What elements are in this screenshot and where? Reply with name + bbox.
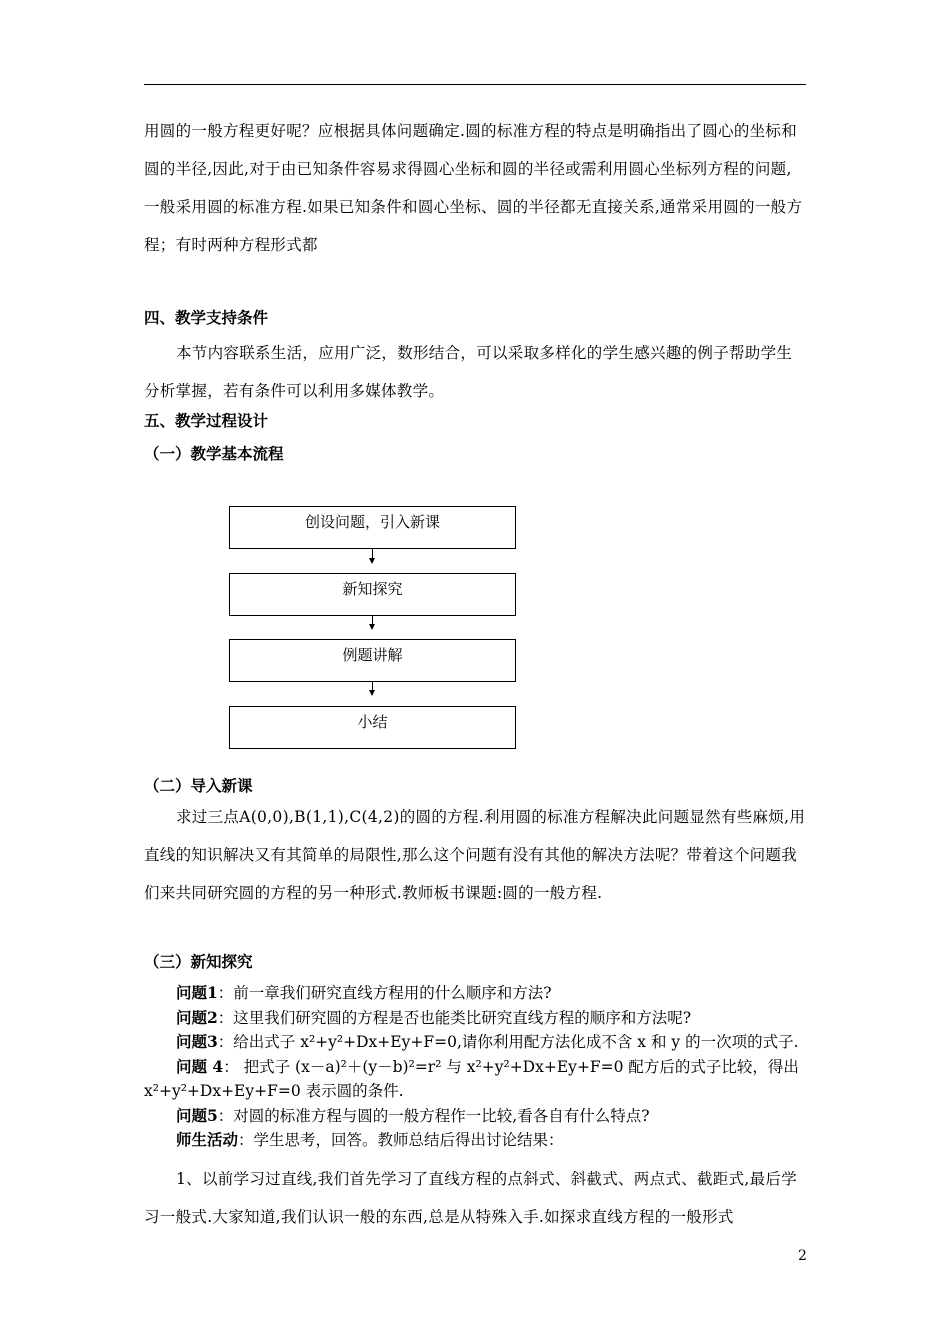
arrow-down-icon <box>369 558 375 564</box>
question-2 <box>144 1006 806 1031</box>
question-4-label: 问题 4 <box>176 1056 224 1076</box>
section5-title: 五、教学过程设计 <box>144 411 269 430</box>
activity-label: 师生活动 <box>176 1130 239 1149</box>
intro-paragraph: 求过三点A(0,0),B(1,1),C(4,2)的圆的方程.利用圆的标准方程解决此问题显然有些麻烦,用直线的知识解决又有其简单的局限性,那么这个问题有没有其他的解决方法呢？带着这个问题我们来共同研究圆的方程的另一种形式.教师板书课题:圆的一般方程. <box>144 808 806 902</box>
question-1 <box>144 981 806 1006</box>
question-5-text: ：对圆的标准方程与圆的一般方程作一比较,看各自有什么特点? <box>217 1106 650 1125</box>
page-number: 2 <box>798 1248 807 1264</box>
question-2-label: 问题2 <box>176 1007 218 1027</box>
header-rule <box>144 84 806 85</box>
question-4 <box>144 1055 806 1104</box>
question-3 <box>144 1030 806 1055</box>
questions-block <box>144 981 806 1153</box>
question-4-text: ： 把式子 (x－a)²＋(y－b)²=r² 与 x²+y²+Dx+Ey+F=0 配方后的式子比较，得出 x²+y²+Dx+Ey+F=0 表示圆的条件. <box>144 1057 799 1100</box>
arrow-down-icon <box>369 690 375 696</box>
arrow-down-icon <box>369 624 375 630</box>
question-3-text: ：给出式子 x²+y²+Dx+Ey+F=0,请你利用配方法化成不含 x 和 y 的一次项的式子. <box>217 1033 799 1051</box>
activity-text: ：学生思考，回答。教师总结后得出讨论结果： <box>238 1131 564 1149</box>
flow-step-3: 例题讲解 <box>229 639 516 682</box>
section5-sub1: （一）教学基本流程 <box>144 444 284 463</box>
teacher-student-activity <box>144 1128 806 1153</box>
section5-sub3: （三）新知探究 <box>144 952 253 971</box>
paragraph-top: 用圆的一般方程更好呢？应根据具体问题确定.圆的标准方程的特点是明确指出了圆心的坐标和圆的半径,因此,对于由已知条件容易求得圆心坐标和圆的半径或需利用圆心坐标列方程的问题,一般采用圆的标准方程.如果已知条件和圆心坐标、圆的半径都无直接关系,通常采用圆的一般方程；有时两种方程形式都 <box>144 122 803 254</box>
flow-step-1: 创设问题，引入新课 <box>229 506 516 549</box>
question-5 <box>144 1104 806 1129</box>
flow-step-4: 小结 <box>229 706 516 749</box>
section4-body: 本节内容联系生活，应用广泛，数形结合，可以采取多样化的学生感兴趣的例子帮助学生分析掌握，若有条件可以利用多媒体教学。 <box>144 344 793 400</box>
question-5-label: 问题5 <box>176 1105 218 1125</box>
section5-sub2: （二）导入新课 <box>144 776 253 795</box>
section4-title: 四、教学支持条件 <box>144 308 269 327</box>
question-3-label: 问题3 <box>176 1032 218 1051</box>
question-1-text: ：前一章我们研究直线方程用的什么顺序和方法? <box>217 984 552 1002</box>
question-1-label: 问题1 <box>176 983 218 1002</box>
question-2-text: ：这里我们研究圆的方程是否也能类比研究直线方程的顺序和方法呢? <box>217 1008 692 1027</box>
conclusion-1: 1、以前学习过直线,我们首先学习了直线方程的点斜式、斜截式、两点式、截距式,最后学习一般式.大家知道,我们认识一般的东西,总是从特殊入手.如探求直线方程的一般形式 <box>144 1170 798 1226</box>
flow-step-2: 新知探究 <box>229 573 516 616</box>
